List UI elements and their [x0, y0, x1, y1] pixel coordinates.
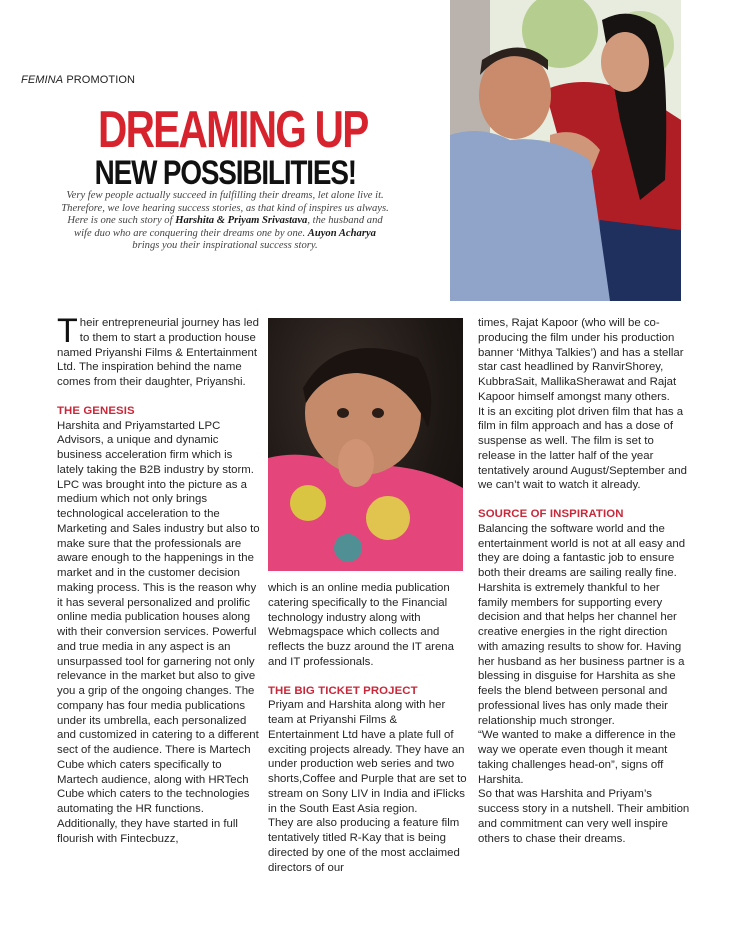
- woman-skirt-shape: [600, 220, 681, 301]
- kicker-label: PROMOTION: [66, 74, 136, 86]
- standfirst-text: , the husband and wife duo who are conquering their dreams one by one.: [74, 215, 383, 239]
- headline-line-2-row: [60, 154, 390, 192]
- headline-line-1: DREAMING UP: [98, 101, 368, 159]
- big-ticket-paragraph-1: Priyam and Harshita along with her team at Priyanshi Films & Entertainment Ltd have a plate full of exciting projects already. They have an under production web series and two shorts,Coffee and Purple that are set to stream on Sony LIV in India and iFlicks in the South East Asia region.: [268, 699, 467, 815]
- dress-pattern-shape: [290, 485, 326, 521]
- intro-paragraph: [57, 312, 262, 390]
- page-kicker: [21, 74, 135, 87]
- closing-paragraph: So that was Harshita and Priyam’s success story in a nutshell. Their ambition and commitment can very well inspire others to chase their dreams.: [478, 788, 690, 845]
- headline-line-1-row: [60, 101, 390, 159]
- article-column-1: [57, 312, 262, 846]
- headline-line-2: NEW POSSIBILITIES!: [94, 154, 356, 192]
- standfirst-text: Very few people actually succeed in fulfilling their dreams, let alone live it. Therefore, we love hearing success stories, as that kind of inspires us always. Here is one such story of: [61, 190, 389, 227]
- woman-face-shape: [601, 32, 649, 92]
- dress-pattern-shape: [334, 534, 362, 562]
- child-photo: [268, 318, 463, 571]
- child-eye-shape: [337, 408, 349, 418]
- dress-pattern-shape: [366, 496, 410, 540]
- child-photo-illustration: [268, 318, 463, 571]
- inspiration-paragraph: Balancing the software world and the entertainment world is not at all easy and they are doing a fantastic job to ensure both their dreams are sailing really fine. Harshita is extremely thankful to her family members for supporting every decision and that helps her channel her creative energies in the right direction with amazing results to show for. Having her husband as her business partner is a blessing in disguise for Harshita as she feels the blend between personal and professional lives has only made their relationship much stronger.: [478, 522, 686, 727]
- standfirst-names: Harshita & Priyam Srivastava: [175, 215, 308, 227]
- standfirst-author: Auyon Acharya: [307, 227, 376, 239]
- big-ticket-film-paragraph: It is an exciting plot driven film that has a film in film approach and has a dose of suspense as well. The film is set to release in the latter half of the year tentatively around August/September and we can’t wait to watch it already.: [478, 405, 687, 492]
- masthead: [60, 101, 390, 253]
- big-ticket-paragraph-2: They are also producing a feature film tentatively titled R-Kay that is being directed by one of the most acclaimed directors of our: [268, 817, 460, 874]
- kicker-brand: FEMINA: [21, 74, 64, 86]
- standfirst-text: brings you their inspirational success story.: [132, 240, 318, 252]
- section-heading-big-ticket: THE BIG TICKET PROJECT: [268, 684, 418, 697]
- drop-cap: T: [57, 312, 78, 350]
- article-column-2: [268, 581, 468, 875]
- genesis-continued-paragraph: which is an online media publication catering specifically to the Financial technology industry along with Webmagspace which collects and reflects the buzz around the IT arena and IT professionals.: [268, 582, 454, 668]
- standfirst: [60, 190, 390, 253]
- couple-photo: [450, 0, 681, 301]
- child-eye-shape: [372, 408, 384, 418]
- big-ticket-continued-paragraph: times, Rajat Kapoor (who will be co-producing the film under his production banner ‘Mithya Talkies’) and has a stellar star cast headlined by RanvirShorey, KubbraSait, MallikaSherawat and Rajat Kapoor himself amongst many others.: [478, 317, 684, 403]
- child-hand-shape: [338, 439, 374, 487]
- article-column-3: [478, 316, 690, 846]
- couple-photo-illustration: [450, 0, 681, 301]
- section-heading-genesis: THE GENESIS: [57, 404, 135, 417]
- section-heading-inspiration: SOURCE OF INSPIRATION: [478, 508, 624, 520]
- inspiration-quote: “We wanted to make a difference in the way we operate even though it meant taking challenges head-on”, signs off Harshita.: [478, 729, 676, 786]
- intro-text: heir entrepreneurial journey has led to them to start a production house named Priyanshi Films & Entertainment Ltd. The inspiration behind the name comes from their daughter, Priyanshi.: [57, 317, 259, 388]
- genesis-paragraph: Harshita and Priyamstarted LPC Advisors, a unique and dynamic business acceleration firm which is lately taking the B2B industry by storm. LPC was brought into the picture as a medium which not only brings technological acceleration to the Marketing and Sales industry but also to make sure that the professionals are aware enough to the happenings in the market and in the customer decision making process. This is the reason why it has several personalized and prolific online media publication houses along with their conversion services. Powerful and true media in any aspect is an unsurpassed tool for garnering not only relevance in the market but also to give you a grip of the ongoing changes. The company has four media publications under its umbrella, each personalized and customized in catering to a different sect of the audience. There is Martech Cube which caters specifically to Martech audience, along with HRTech Cube which caters to the technologies automating the HR functions. Additionally, they have started in full flourish with Fintecbuzz,: [57, 419, 260, 845]
